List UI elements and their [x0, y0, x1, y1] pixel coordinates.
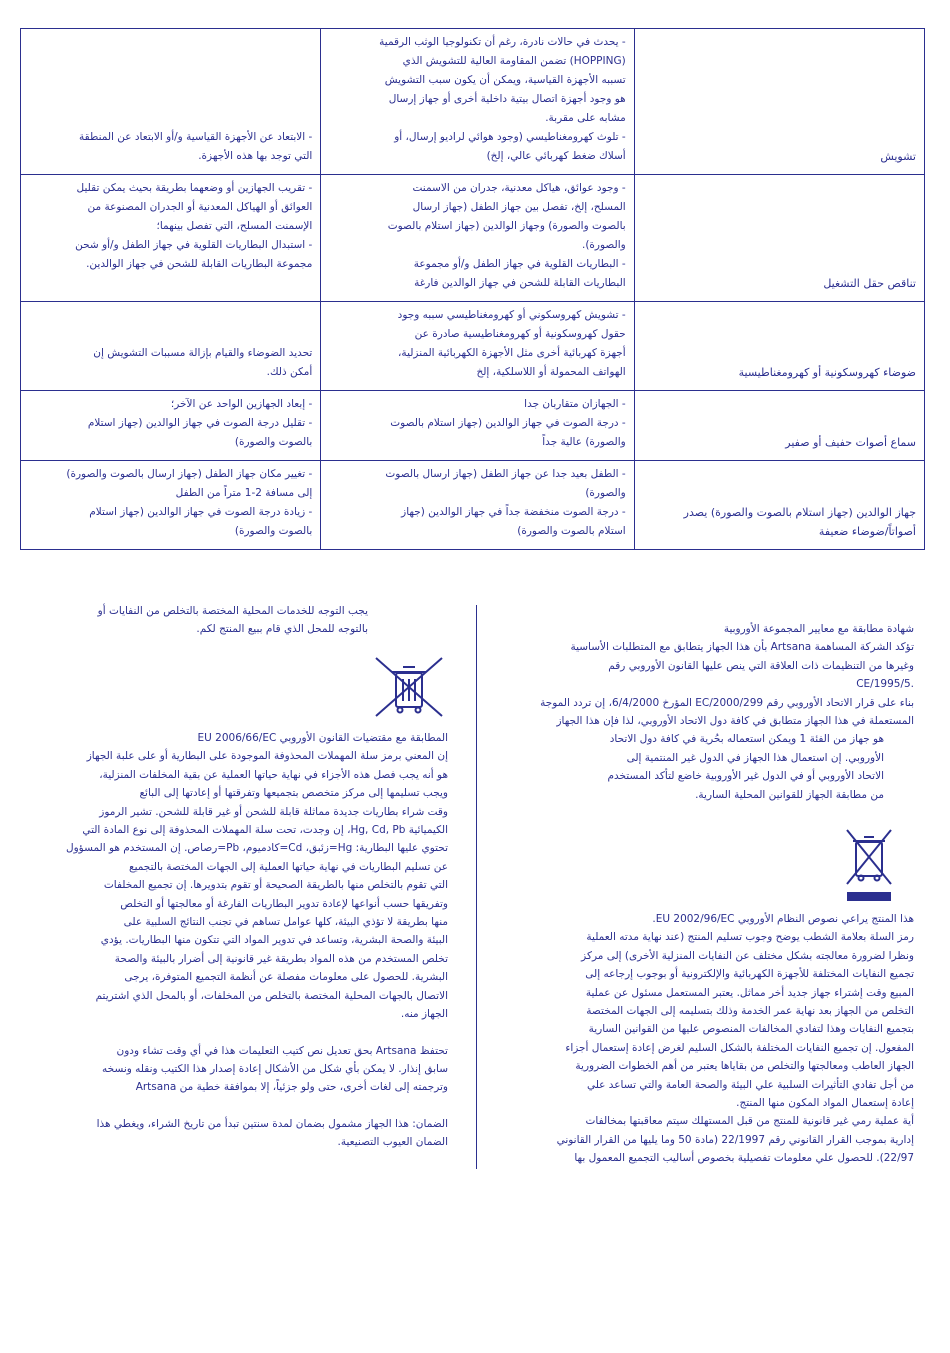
- conformity-heading: شهادة مطابقة مع معايير المجموعة الأوروبية: [723, 623, 914, 635]
- disposal-intro: يجب التوجه للخدمات المحلية المختصة بالتخلص من النفايات أو بالتوجه للمحل الذي قام ببيع المنتج لكم.: [97, 605, 368, 636]
- table-row: [21, 461, 925, 550]
- remedy-cell: - تغيير مكان جهاز الطفل (جهاز ارسال بالصوت والصورة) إلى مسافة 2-1 متراً من الطفل - زيادة درجة الصوت في جهاز الوالدين (جهاز استلام بالصوت والصورة): [21, 461, 321, 550]
- warranty-text: الضمان: هذا الجهاز مشمول بضمان لمدة سنتين تبدأ من تاريخ الشراء، ويغطي هذا: [96, 1117, 448, 1130]
- problem-cell: تشويش: [634, 29, 924, 175]
- problem-cell: سماع أصوات حفيف أو صفير: [634, 391, 924, 461]
- battery-heading: المطابقة مع مقتضيات القانون الأوروبي EU 2006/66/EC: [197, 732, 448, 744]
- troubleshooting-table: [20, 28, 925, 550]
- crossed-out-bin-with-bar-icon: [843, 826, 895, 902]
- remedy-cell: تحديد الضوضاء والقيام بإزالة مسببات التشويش إن أمكن ذلك.: [21, 302, 321, 391]
- cause-cell: - يحدث في حالات نادرة، رغم أن تكنولوجيا الوثب الرقمية (HOPPING) تضمن المقاومة العالية للتشويش الذي تسببه الأجهزة القياسية، ويمكن أن يكون سبب التشويش هو وجود أجهزة اتصال بيتية داخلية أخرى أو جهاز إرسال مشابه على مقربة. - تلوث كهرومغناطيسي (وجود هوائي لراديو إرسال، أو أسلاك ضغط كهربائي عالي، إلخ): [321, 29, 634, 175]
- table-row: [21, 302, 925, 391]
- remedy-cell: - الابتعاد عن الأجهزة القياسية و/أو الابتعاد عن المنطقة التي توجد بها هذه الأجهزة.: [21, 29, 321, 175]
- conformity-section: شهادة مطابقة مع معايير المجموعة الأوروبية تؤكد الشركة المساهمة Artsana بأن هذا الجهاز يتطابق مع المتطلبات الأساسية وغيرها من التنظيمات ذات العلاقة التي ينص عليها القانون الأوروبي رقم CE/1995/5. بناء على قرار الاتحاد الأوروبي رقم EC/2000/299 المؤرخ 6/4/2000، إن تردد الموجة المستعملة في هذا الجهاز متطابق في كافة دول الاتحاد الأوروبي، لذا فإن هذا الجهاز هو جهاز من الفئة 1 ويمكن استعماله بحُرية في كافة دول الاتحاد الأوروبي. إن استعمال هذا الجهاز في الدول غير المنتمية إلى الاتحاد الأوروبي أو في الدول غير الأوروبية خاضع لتأكد المستخدم من مطابقة الجهاز للقوانين المحلية السارية.: [514, 620, 914, 804]
- table-row: [21, 29, 925, 175]
- cause-cell: - وجود عوائق، هياكل معدنية، جدران من الاسمنت المسلح، إلخ، تفصل بين جهاز الطفل (جهاز ارسال بالصوت والصورة) وجهاز الوالدين (جهاز استلام بالصوت والصورة). - البطاريات القلوية في جهاز الطفل و/أو مجموعة البطاريات القابلة للشحن في جهاز الوالدين فارغة: [321, 175, 634, 302]
- battery-section: المطابقة مع مقتضيات القانون الأوروبي EU 2006/66/EC إن المعني برمز سلة المهملات المحذوفة الموجودة على البطارية أو على علبة الجهاز هو أنه يجب فصل هذه الأجزاء في نهاية حياتها العملية عن بقية المخلفات المنزلية، ويجب تسليمها إلى مركز متخصص بتجميعها وتفرقتها أو إعادتها إلى البائع وقت شراء بطاريات جديدة مماثلة قابلة للشحن أو غير قابلة للشحن. تشير الرموز الكيميائية Hg, Cd, Pb، إن وجدت، تحت سلة المهملات المحذوفة إلى نوع المادة التي تحتوي عليها البطارية: Hg=زئبق، Cd=كادميوم، Pb=رصاص. إن المستخدم هو المسؤول عن تسليم البطاريات في نهاية حياتها العملية إلى الجهات المختصة بالتجميع التي تقوم بالتخلص منها بالطريقة الصحيحة أو تقوم بتدويرها. إن تجميع المخلفات وتفريقها حسب أنواعها لإعادة تدوير البطاريات الفارغة أو معالجتها أو التخلص منها بطريقة لا تؤذي البيئة، كلها عوامل تساهم في تجنب النتائج السلبية على البيئة والصحة البشرية، وتساعد في تدوير المواد التي تتكون منها البطاريات. يؤدي تخلص المستخدم من هذه المواد بطريقة غير قانونية إلى أضرار بالبيئة والصحة البشرية. للحصول على معلومات مفصلة عن أنظمة التجميع المتوفرة، يرجى الاتصال بالجهات المحلية المختصة بالتخلص من المخلفات، أو بالمحل الذي اشتريتم الجهاز منه. تحتفظ Artsana بحق تعديل نص كتيب التعليمات هذا في أي وقت تشاء ودون سابق إنذار. لا يمكن بأي شكل من الأشكال إعادة إصدار هذا الكتيب ونقله ونسخه وترجمته إلى لغات أخرى، حتى ولو جزئياً، إلا بموافقة خطية من Artsana الضمان: هذا الجهاز مشمول بضمان لمدة سنتين تبدأ من تاريخ الشراء، ويغطي هذا الضمان العيوب التصنيعية.: [18, 729, 448, 1152]
- column-divider: [476, 605, 477, 1169]
- table-row: [21, 175, 925, 302]
- problem-cell: تناقص حقل التشغيل: [634, 175, 924, 302]
- cause-cell: - الطفل بعيد جدا عن جهاز الطفل (جهاز ارسال بالصوت والصورة) - درجة الصوت منخفضة جداً في جهاز الوالدين (جهاز استلام بالصوت والصورة): [321, 461, 634, 550]
- problem-cell: جهاز الوالدين (جهاز استلام بالصوت والصورة) يصدر أصواتاً/ضوضاء ضعيفة: [634, 461, 924, 550]
- remedy-cell: - إبعاد الجهازين الواحد عن الآخر؛ - تقليل درجة الصوت في جهاز الوالدين (جهاز استلام بالصوت والصورة): [21, 391, 321, 461]
- problem-cell: ضوضاء كهروسكونية أو كهرومغناطيسية: [634, 302, 924, 391]
- weee-section: هذا المنتج يراعي نصوص النظام الأوروبي EU 2002/96/EC. رمز السلة بعلامة الشطب يوضح وجوب تسليم المنتج (عند نهاية مدته العملية ونظرا لضرورة معالجته بشكل مختلف عن النفايات المنزلية الأخرى) إلى مركز تجميع النفايات المختلفة للأجهزة الكهربائية والإلكترونية أو بوجوب إرجاعه إلى المبيع وقت إشتراء جهاز جديد أخر مماثل. يعتبر المستعمل مسئول عن عملية التخلص من الجهاز بعد نهاية عمر الخدمة وذلك بتسليمه إلى الجهات المختصة بتجميع النفايات وهذا لتفادي المخالفات المنصوص عليها من القوانين السارية المفعول. إن تجميع النفايات المختلفة بالشكل السليم لغرض إعادة إستعمال أجزاء الجهاز العاطب ومعالجتها والتخلص من بقاياها يعتبر من أهم الخطوات الضرورية من أجل تفادي التأثيرات السلبية علي البيئة والصحة العامة والتي تساعد علي إعادة إستعمال المواد المكون منها المنتج. أية عملية رمي غير قانونية للمنتج من قبل المستهلك سيتم معاقبتها بمخالفات إدارية بموجب القرار القانوني رقم 22/1997 (مادة 50 وما يليها من القرار القانوني 22/97). للحصول علي معلومات تفصيلية بخصوص أساليب التجميع المعمول بها: [556, 913, 914, 1165]
- crossed-out-bin-icon: [372, 655, 446, 719]
- remedy-cell: - تقريب الجهازين أو وضعهما بطريقة بحيث يمكن تقليل العوائق أو الهياكل المعدنية أو الجدران المصنوعة من الإسمنت المسلح، التي تفصل بينهما؛ - استبدال البطاريات القلوية في جهاز الطفل و/أو شحن مجموعة البطاريات القابلة للشحن في جهاز الوالدين.: [21, 175, 321, 302]
- cause-cell: - تشويش كهروسكوني أو كهرومغناطيسي سببه وجود حقول كهروسكونية أو كهرومغناطيسية صادرة عن أجهزة كهربائية أخرى مثل الأجهزة الكهربائية المنزلية، الهواتف المحمولة أو اللاسلكية، إلخ: [321, 302, 634, 391]
- table-row: [21, 391, 925, 461]
- cause-cell: - الجهازان متقاربان جدا - درجة الصوت في جهاز الوالدين (جهاز استلام بالصوت والصورة) عالية جداً: [321, 391, 634, 461]
